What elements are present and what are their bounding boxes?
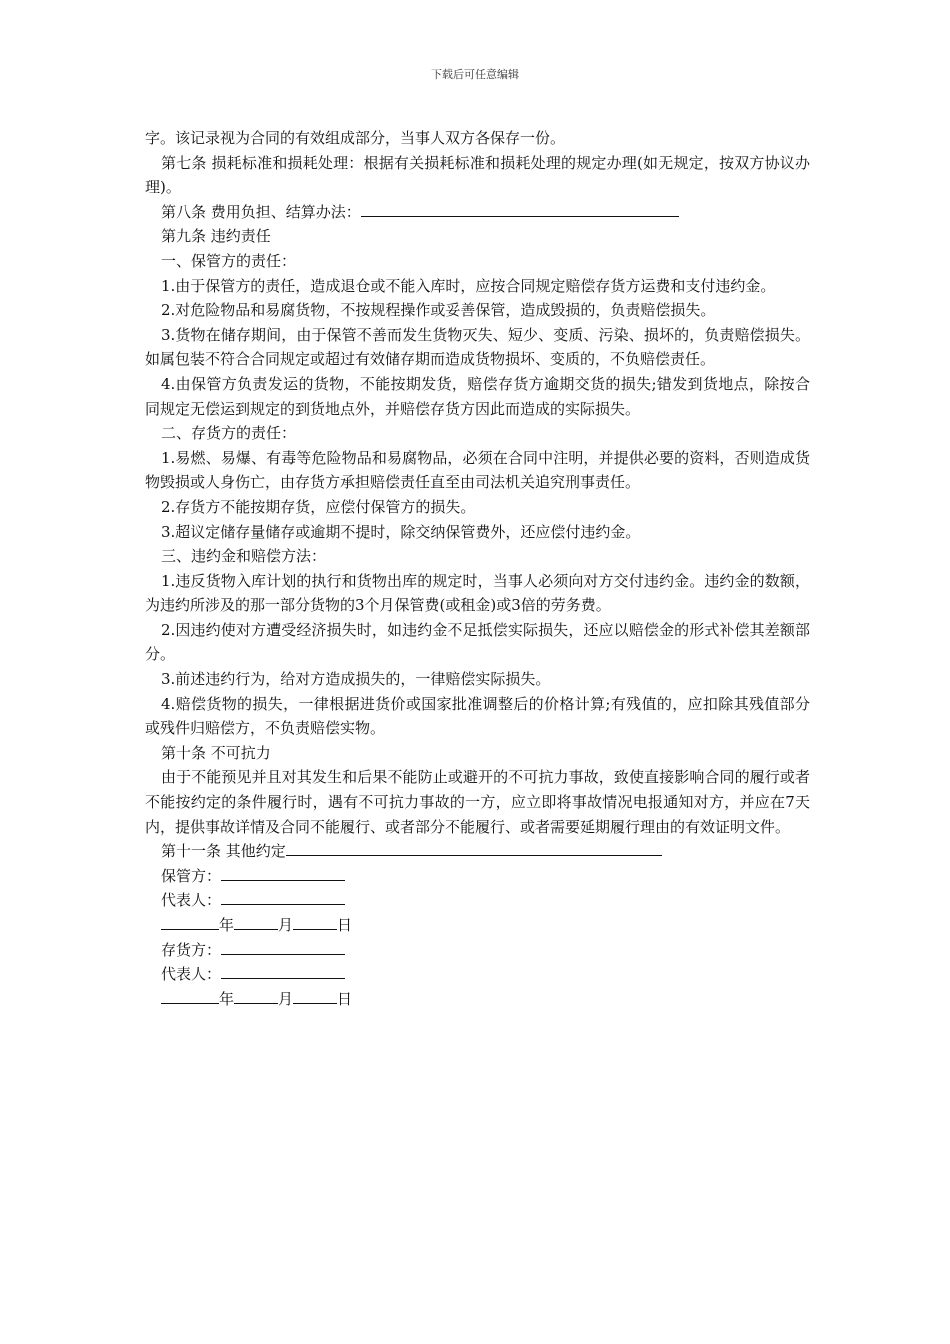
depositor-date-line: [145, 987, 810, 1012]
custodian-label: 保管方：: [161, 866, 222, 885]
clause: 1.易燃、易爆、有毒等危险物品和易腐物品，必须在合同中注明，并提供必要的资料，否则造成货物毁损或人身伤亡，由存货方承担赔偿责任直至由司法机关追究刑事责任。: [145, 448, 810, 492]
other-terms-blank[interactable]: [286, 840, 662, 856]
clause: 4.赔偿货物的损失，一律根据进货价或国家批准调整后的价格计算;有残值的，应扣除其残值部分或残件归赔偿方，不负责赔偿实物。: [145, 694, 810, 738]
paragraph: 字。该记录视为合同的有效组成部分，当事人双方各保存一份。: [145, 129, 566, 147]
clause: 3.前述违约行为，给对方造成损失的，一律赔偿实际损失。: [161, 670, 551, 689]
month-blank[interactable]: [234, 988, 278, 1004]
year-label: 年: [219, 989, 235, 1008]
month-label: 月: [278, 916, 294, 934]
rep-label: 代表人：: [161, 891, 222, 910]
custodian-date-line: [145, 913, 810, 938]
article-11: [145, 839, 810, 864]
fee-settlement-blank[interactable]: [361, 201, 679, 217]
year-label: 年: [219, 916, 235, 934]
article-11-text: 第十一条 其他约定: [161, 842, 286, 861]
clause: 3.超议定储存量储存或逾期不提时，除交纳保管费外，还应偿付违约金。: [161, 522, 641, 541]
force-majeure-clause: 由于不能预见并且对其发生和后果不能防止或避开的不可抗力事故，致使直接影响合同的履行或者不能按约定的条件履行时，遇有不可抗力事故的一方，应立即将事故情况电报通知对方，并应在7天内，提供事故详情及合同不能履行、或者部分不能履行、或者需要延期履行理由的有效证明文件。: [145, 768, 810, 836]
section-heading: 二、存货方的责任：: [161, 424, 297, 443]
contract-body: [145, 126, 810, 1011]
clause: 1.违反货物入库计划的执行和货物出库的规定时，当事人必须向对方交付违约金。违约金的数额，为违约所涉及的那一部分货物的3个月保管费(或租金)或3倍的劳务费。: [145, 571, 810, 615]
section-heading: 一、保管方的责任：: [161, 251, 297, 270]
year-blank[interactable]: [161, 914, 219, 930]
clause: 3.货物在储存期间，由于保管不善而发生货物灭失、短少、变质、污染、损坏的，负责赔偿损失。如属包装不符合合同规定或超过有效储存期而造成货物损坏、变质的，不负赔偿责任。: [145, 325, 810, 369]
article-8: [145, 200, 810, 225]
day-blank[interactable]: [293, 988, 337, 1004]
month-label: 月: [278, 989, 294, 1008]
custodian-line: [145, 864, 810, 889]
article-10-heading: 第十条 不可抗力: [161, 743, 271, 762]
section-heading: 三、违约金和赔偿方法：: [161, 547, 327, 566]
clause: 2.存货方不能按期存货，应偿付保管方的损失。: [161, 497, 476, 516]
article-8-text: 第八条 费用负担、结算办法：: [161, 202, 361, 221]
article-9-heading: 第九条 违约责任: [161, 227, 271, 246]
depositor-rep-line: [145, 962, 810, 987]
clause: 2.因违约使对方遭受经济损失时，如违约金不足抵偿实际损失，还应以赔偿金的形式补偿其差额部分。: [145, 620, 810, 664]
clause: 4.由保管方负责发运的货物，不能按期发货，赔偿存货方逾期交货的损失;错发到货地点，除按合同规定无偿运到规定的到货地点外，并赔偿存货方因此而造成的实际损失。: [145, 374, 810, 418]
depositor-label: 存货方：: [161, 940, 222, 959]
day-blank[interactable]: [293, 914, 337, 930]
month-blank[interactable]: [234, 914, 278, 930]
depositor-blank[interactable]: [221, 939, 345, 955]
year-blank[interactable]: [161, 988, 219, 1004]
day-label: 日: [337, 916, 353, 934]
clause: 2.对危险物品和易腐货物，不按规程操作或妥善保管，造成毁损的，负责赔偿损失。: [161, 301, 716, 320]
clause: 1.由于保管方的责任，造成退仓或不能入库时，应按合同规定赔偿存货方运费和支付违约金。: [161, 276, 776, 295]
depositor-rep-blank[interactable]: [221, 963, 345, 979]
depositor-line: [145, 938, 810, 963]
custodian-rep-line: [145, 888, 810, 913]
custodian-rep-blank[interactable]: [221, 889, 345, 905]
page-header: 下载后可任意编辑: [431, 68, 519, 81]
custodian-blank[interactable]: [221, 865, 345, 881]
rep-label: 代表人：: [161, 965, 222, 984]
day-label: 日: [337, 989, 353, 1008]
article-7: 第七条 损耗标准和损耗处理：根据有关损耗标准和损耗处理的规定办理(如无规定，按双方协议办理)。: [145, 153, 810, 197]
